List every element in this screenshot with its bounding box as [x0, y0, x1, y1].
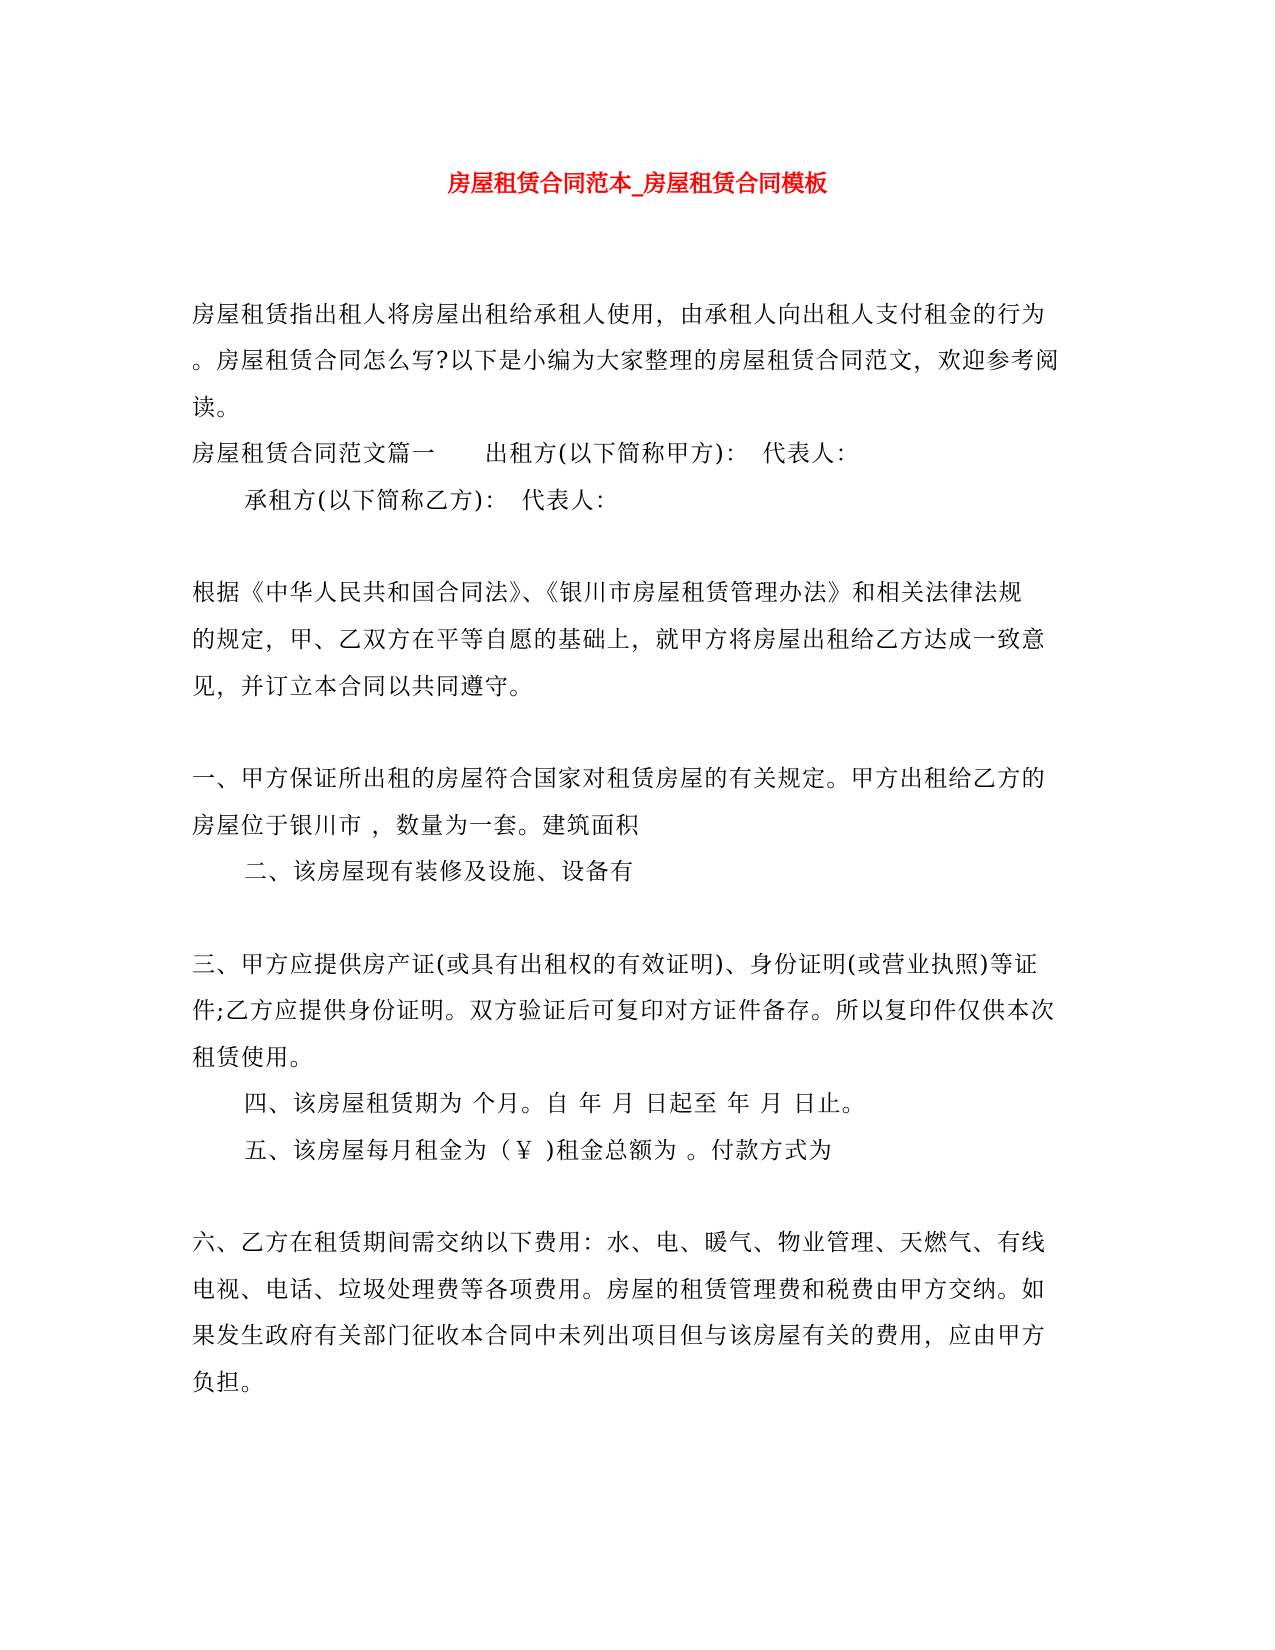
body-line: 承租方(以下简称乙方)： 代表人： — [244, 488, 620, 514]
body-line: 的规定，甲、乙双方在平等自愿的基础上，就甲方将房屋出租给乙方达成一致意 — [192, 627, 1046, 653]
body-line: 二、该房屋现有装修及设施、设备有 — [244, 859, 635, 885]
body-line: 电视、电话、垃圾处理费等各项费用。房屋的租赁管理费和税费由甲方交纳。如 — [192, 1277, 1046, 1303]
body-line: 根据《中华人民共和国合同法》、《银川市房屋租赁管理办法》和相关法律法规 — [192, 580, 1023, 606]
body-line: 房屋位于银川市 ，数量为一套。建筑面积 — [192, 813, 640, 839]
body-line: 四、该房屋租赁期为 个月。自 年 月 日起至 年 月 日止。 — [244, 1091, 867, 1117]
body-line: 房屋租赁合同范文篇一 出租方(以下简称甲方)： 代表人： — [192, 441, 861, 467]
body-line: 件;乙方应提供身份证明。双方验证后可复印对方证件备存。所以复印件仅供本次 — [192, 998, 1056, 1024]
body-line: 租赁使用。 — [192, 1045, 314, 1071]
body-line: 见，并订立本合同以共同遵守。 — [192, 674, 534, 700]
body-line: 六、乙方在租赁期间需交纳以下费用：水、电、暖气、物业管理、天燃气、有线 — [192, 1230, 1046, 1256]
body-line: 读。 — [192, 395, 241, 421]
body-line: 五、该房屋每月租金为（￥ )租金总额为 。付款方式为 — [244, 1138, 833, 1164]
body-line: 房屋租赁指出租人将房屋出租给承租人使用，由承租人向出租人支付租金的行为 — [192, 302, 1046, 328]
body-line: 三、甲方应提供房产证(或具有出租权的有效证明)、身份证明(或营业执照)等证 — [192, 952, 1039, 978]
document-title: 房屋租赁合同范本_房屋租赁合同模板 — [447, 170, 828, 197]
body-line: 负担。 — [192, 1370, 266, 1396]
body-line: 果发生政府有关部门征收本合同中未列出项目但与该房屋有关的费用，应由甲方 — [192, 1323, 1046, 1349]
body-line: 。房屋租赁合同怎么写?以下是小编为大家整理的房屋租赁合同范文，欢迎参考阅 — [192, 348, 1060, 374]
body-line: 一、甲方保证所出租的房屋符合国家对租赁房屋的有关规定。甲方出租给乙方的 — [192, 766, 1046, 792]
